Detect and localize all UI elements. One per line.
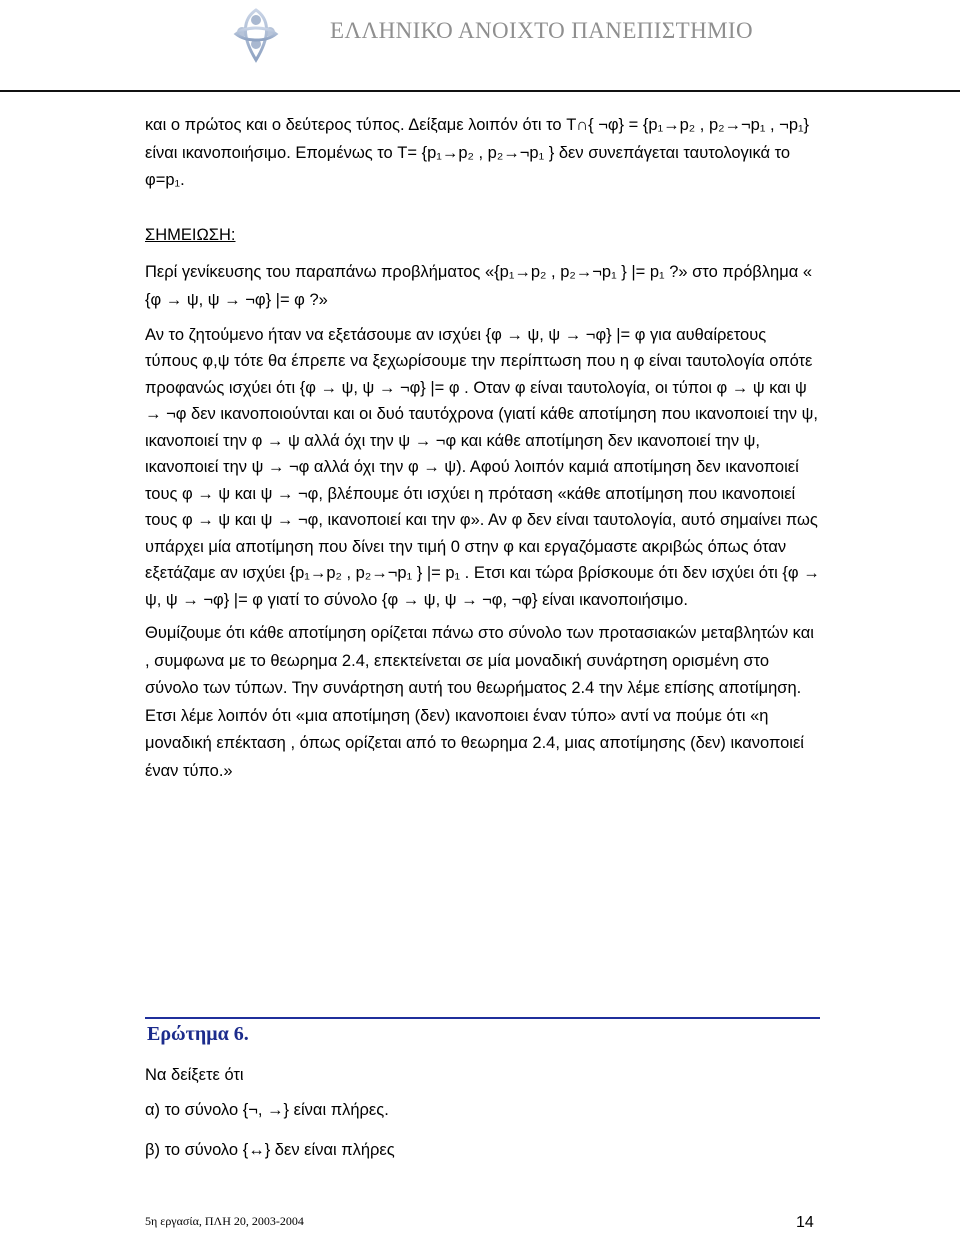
page-header — [0, 0, 960, 100]
question-item-a: α) το σύνολο {¬, →} είναι πλήρες. — [145, 1101, 389, 1119]
footer-course-info: 5η εργασία, ΠΛΗ 20, 2003-2004 — [145, 1214, 304, 1228]
main-content — [145, 112, 821, 786]
university-name: ΕΛΛΗΝΙΚΟ ΑΝΟΙΧΤΟ ΠΑΝΕΠΙΣΤΗΜΙΟ — [330, 18, 754, 43]
question-item-b: β) το σύνολο {↔} δεν είναι πλήρες — [145, 1141, 395, 1159]
note-text: Περί γενίκευσης του παραπάνω προβλήματος «{p₁→p₂ , p₂→¬p₁ } |= p₁ ?» στο πρόβλημα « {φ → ψ, ψ → ¬φ} |= φ ?» — [145, 263, 813, 309]
question-divider — [145, 1017, 820, 1019]
paragraph-conclusion: και ο πρώτος και ο δεύτερος τύπος. Δείξαμε λοιπόν ότι το T∩{ ¬φ} = {p₁→p₂ , p₂→¬p₁ , ¬p₁} είναι ικανοποιήσιμο. Επομένως το T= {p₁→p₂ , p₂→¬p₁ } δεν συνεπάγεται ταυτολογικά το φ=p₁. — [145, 116, 810, 190]
header-divider — [0, 90, 960, 92]
paragraph-valuation: Θυμίζουμε ότι κάθε αποτίμηση ορίζεται πάνω στο σύνολο των προτασιακών μεταβλητών και , συμφωνα με το θεωρημα 2.4, επεκτείνεται σε μία μοναδική συνάρτηση ορισμένη στο σύνολο των τύπων. Την συνάρτηση αυτή του θεωρήματος 2.4 την λέμε επίσης αποτίμηση. Ετσι λέμε λοιπόν ότι «μια αποτίμηση (δεν) ικανοποιει έναν τύπο» αντί να πούμε ότι «η μοναδική επέκταση , όπως ορίζεται από το θεωρημα 2.4, μιας αποτίμησης (δεν) ικανοποιεί έναν τύπο.» — [145, 624, 814, 781]
question-title: Ερώτημα 6. — [147, 1023, 249, 1045]
question-intro: Να δείξετε ότι — [145, 1066, 244, 1084]
page-number: 14 — [796, 1214, 814, 1231]
university-emblem-icon — [228, 4, 284, 68]
paragraph-generalization: Αν το ζητούμενο ήταν να εξετάσουμε αν ισχύει {φ → ψ, ψ → ¬φ} |= φ για αυθαίρετους τύπους φ,ψ τότε θα έπρεπε να ξεχωρίσουμε την περίπτωση που η φ είναι ταυτολογία οπότε προφανώς ισχύει ότι {φ → ψ, ψ → ¬φ} |= φ . Οταν φ είναι ταυτολογία, οι τύποι φ → ψ και ψ → ¬φ δεν ικανοποιούνται και οι δυό ταυτόχρονα (γιατί κάθε αποτίμηση που ικανοποιεί την ψ, ικανοποιεί την φ → ψ αλλά όχι την ψ → ¬φ και κάθε αποτίμηση δεν ικανοποιεί την ψ, ικανοποιεί την ψ → ¬φ αλλά όχι την φ → ψ). Αφού λοιπόν καμιά αποτίμηση δεν ικανοποιεί τους φ → ψ και ψ → ¬φ, βλέπουμε ότι ισχύει η πρόταση «κάθε αποτίμηση που ικανοποιεί τους φ → ψ και ψ → ¬φ, ικανοποιεί και την φ». Αν φ δεν είναι ταυτολογία, αυτό σημαίνει πως υπάρχει μία αποτίμηση που δίνει την τιμή 0 στην φ και εργαζόμαστε ακριβώς όπως όταν εξετάζαμε αν ισχύει {p₁→p₂ , p₂→¬p₁ } |= p₁ . Ετσι και τώρα βρίσκουμε ότι δεν ισχύει ότι {φ → ψ, ψ → ¬φ} |= φ γιατί το σύνολο {φ → ψ, ψ → ¬φ, ¬φ} είναι ικανοποιήσιμο. — [145, 325, 820, 609]
note-label: ΣΗΜΕΙΩΣΗ: — [145, 225, 236, 244]
